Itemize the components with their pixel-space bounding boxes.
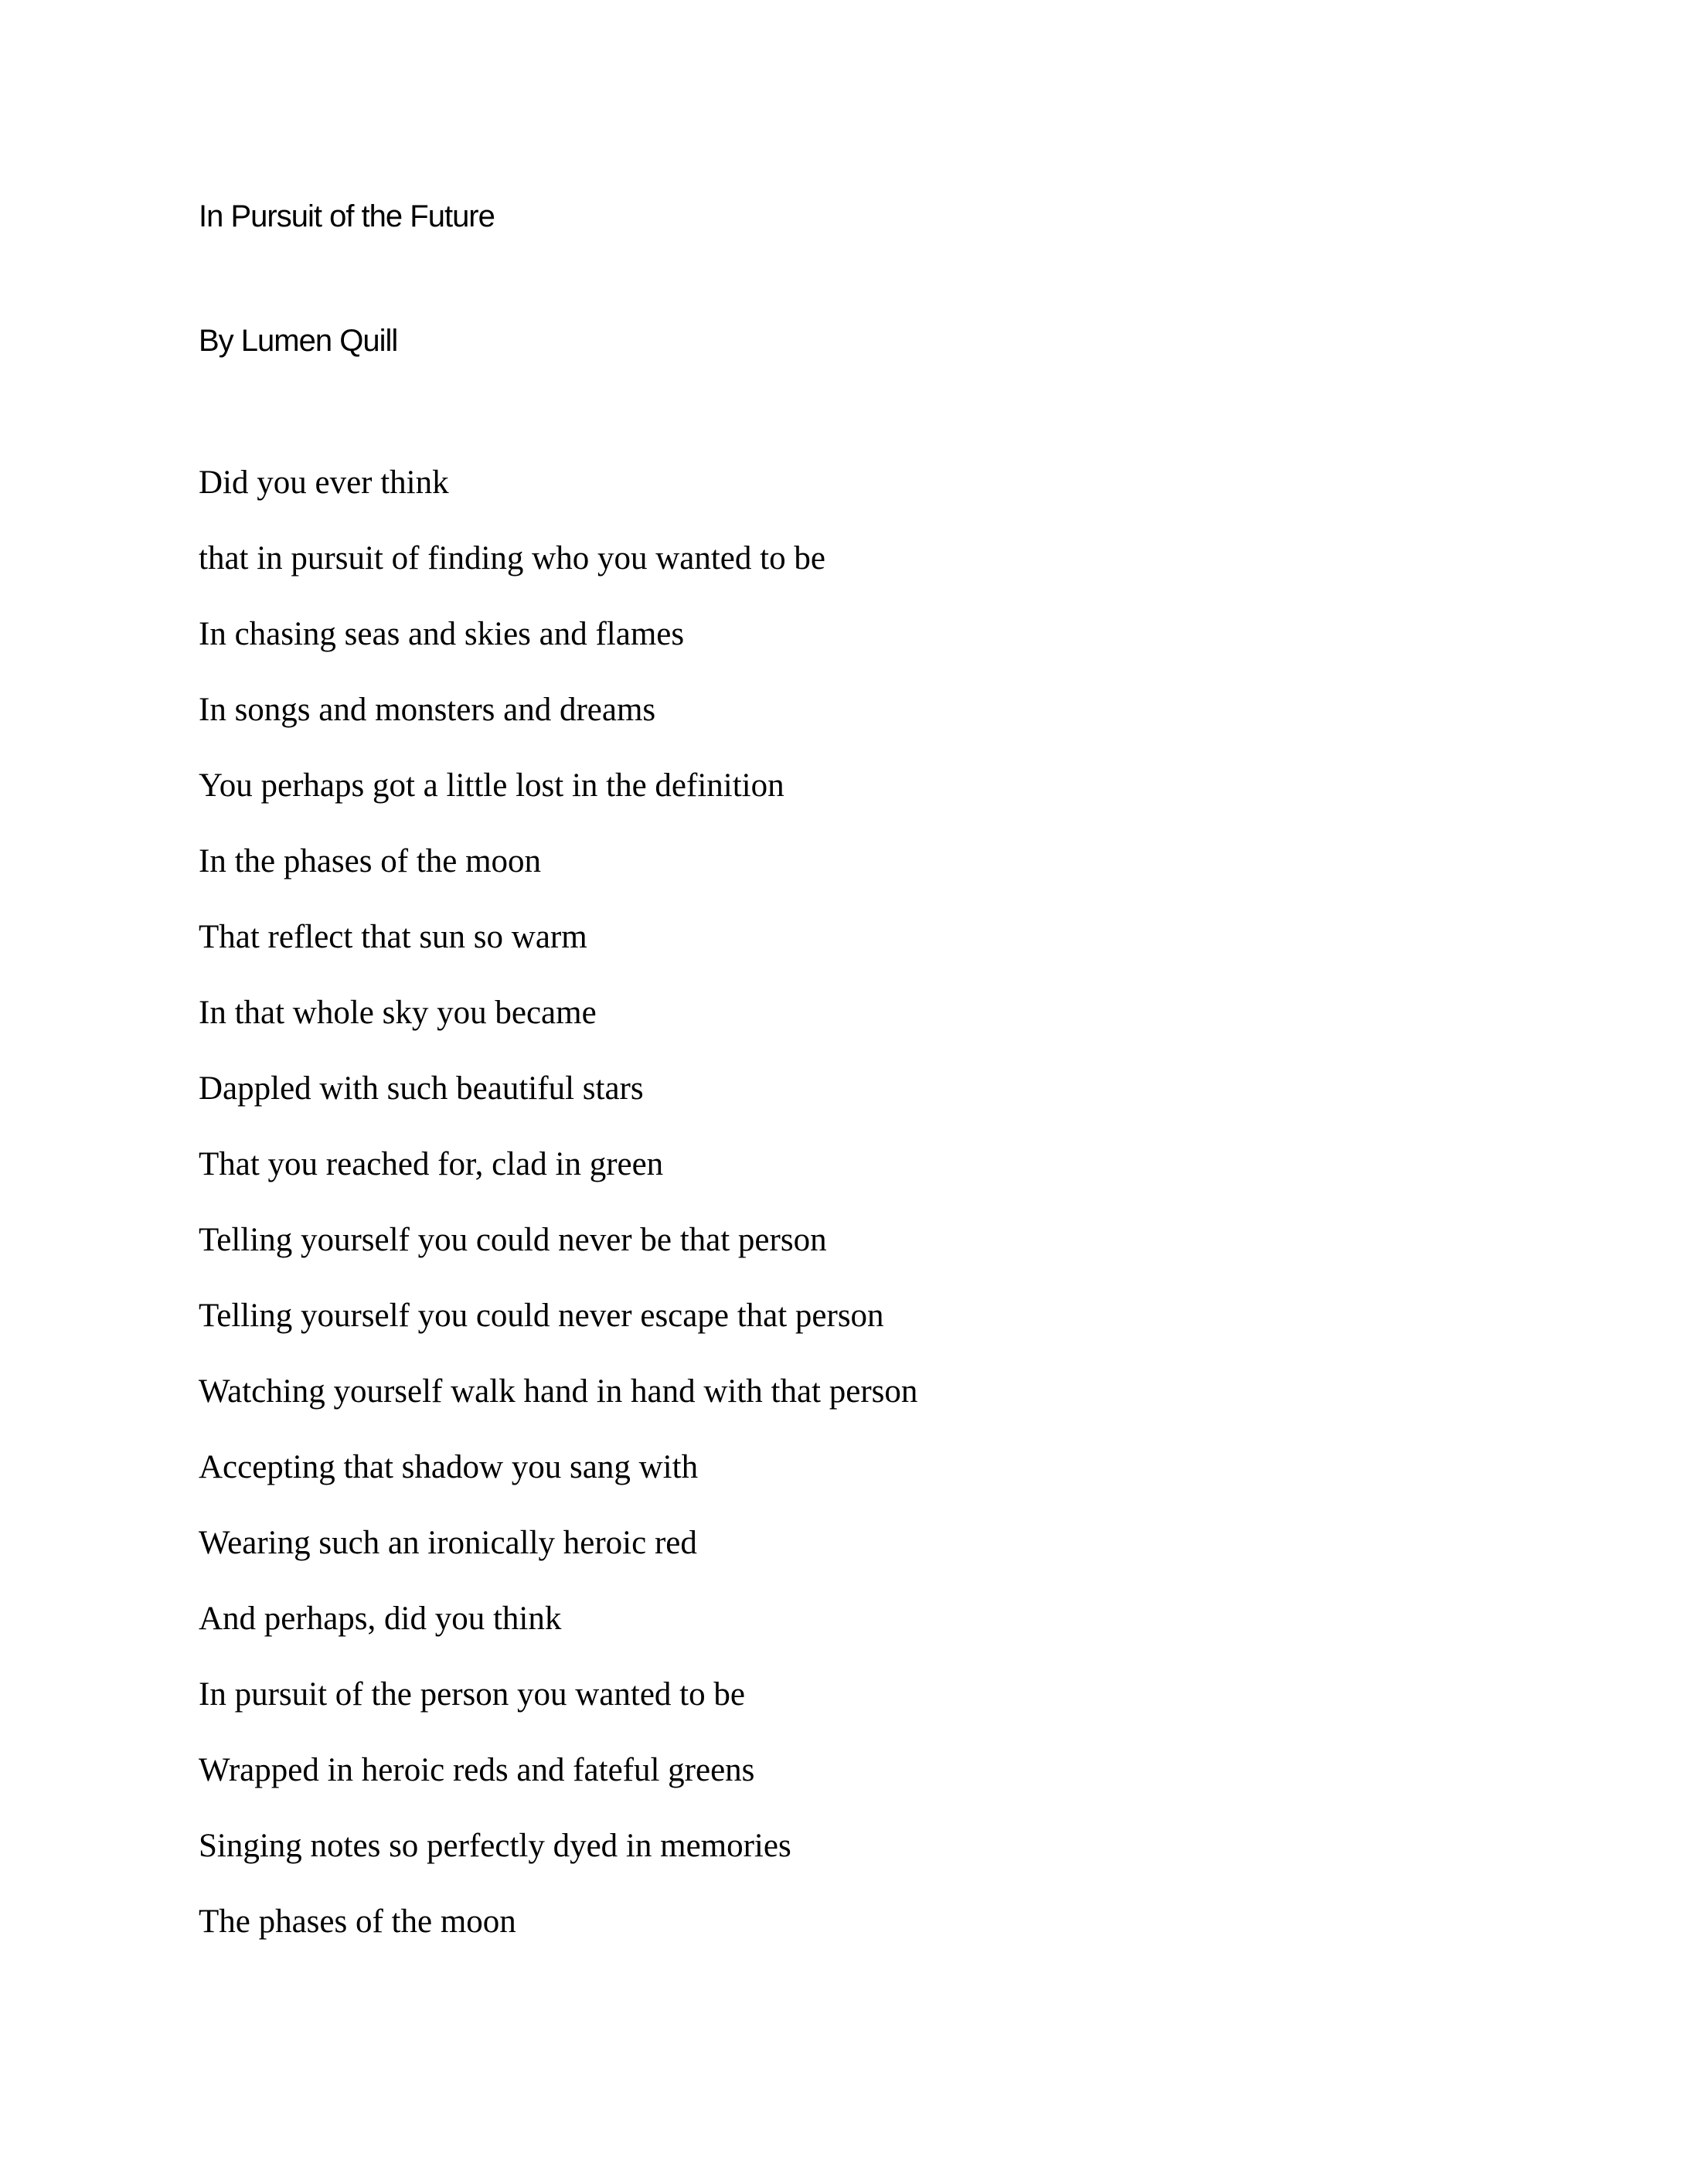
poem-line: Wrapped in heroic reds and fateful greens [199, 1752, 755, 1788]
poem-line: Watching yourself walk hand in hand with that person [199, 1373, 918, 1410]
poem-line: And perhaps, did you think [199, 1601, 562, 1637]
poem-line: That reflect that sun so warm [199, 919, 587, 955]
poem-line: In songs and monsters and dreams [199, 692, 656, 728]
poem-line: You perhaps got a little lost in the definition [199, 767, 784, 804]
poem-line: Singing notes so perfectly dyed in memories [199, 1828, 791, 1864]
poem-line: Telling yourself you could never escape that person [199, 1298, 884, 1334]
poem-line: In chasing seas and skies and flames [199, 616, 685, 652]
poem-line: In that whole sky you became [199, 995, 597, 1031]
document-title: In Pursuit of the Future [199, 199, 495, 233]
poem-line: Dappled with such beautiful stars [199, 1070, 644, 1107]
poem-line: In the phases of the moon [199, 843, 542, 879]
poem-line: that in pursuit of finding who you wanted to be [199, 540, 825, 577]
poem-line: Did you ever think [199, 464, 449, 501]
poem-line: Accepting that shadow you sang with [199, 1449, 699, 1485]
document-byline: By Lumen Quill [199, 324, 398, 358]
poem-line: In pursuit of the person you wanted to be [199, 1676, 745, 1713]
poem-body [199, 445, 917, 1960]
poem-line: That you reached for, clad in green [199, 1146, 664, 1182]
poem-line: The phases of the moon [199, 1903, 516, 1940]
poem-line: Telling yourself you could never be that person [199, 1222, 827, 1258]
poem-line: Wearing such an ironically heroic red [199, 1525, 697, 1561]
